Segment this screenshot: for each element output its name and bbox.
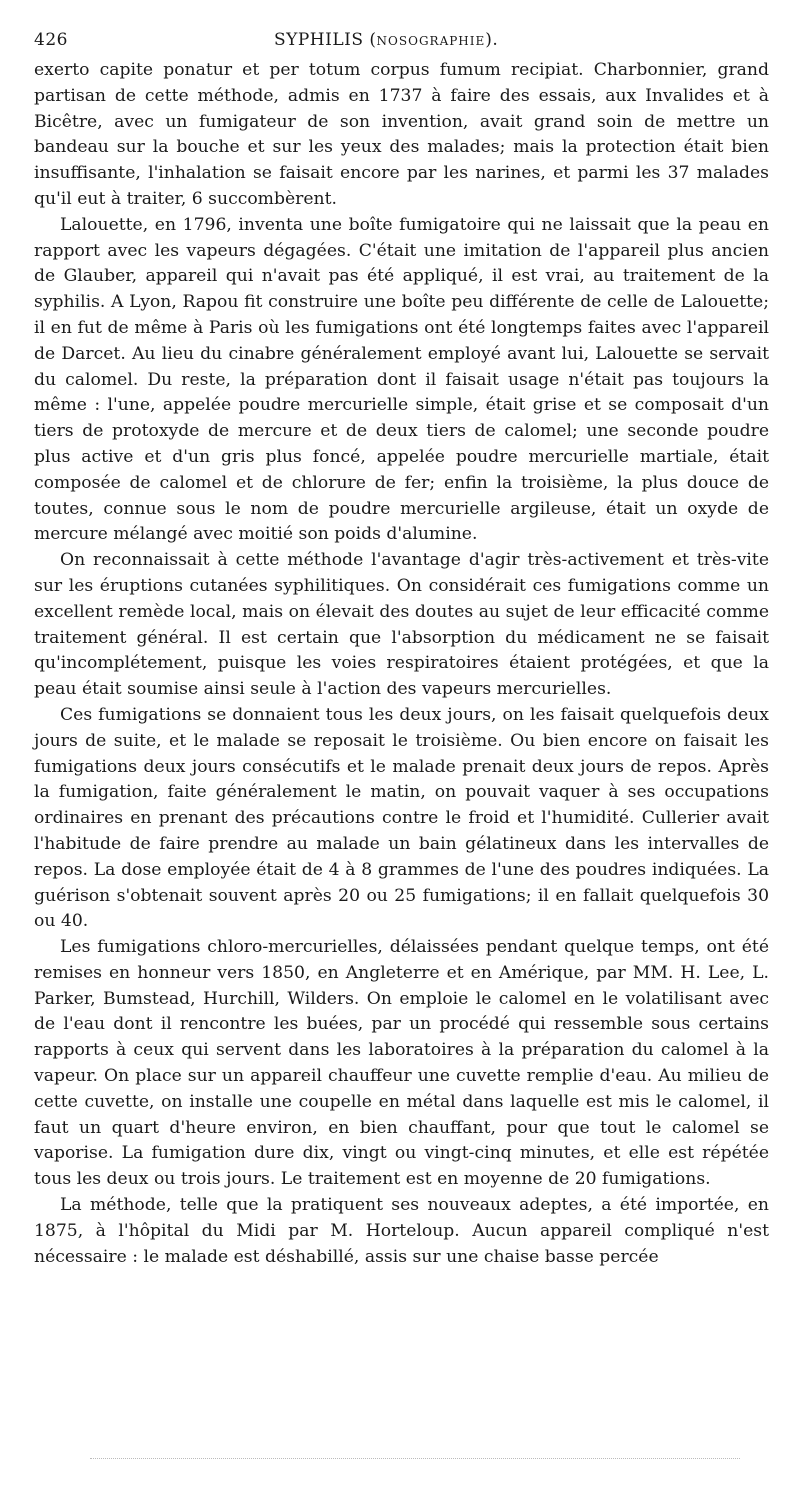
running-title-sub: NOSOGRAPHIE [376, 34, 486, 48]
running-title-main: SYPHILIS ( [274, 30, 377, 50]
body-text [34, 58, 769, 1270]
paragraph-chloro-mercurielles: Les fumigations chloro-mercurielles, délaissées pendant quelque temps, ont été remises en honneur vers 1850, en Angleterre et en Amérique, par MM. H. Lee, L. Parker, Bumstead, Hurchill, Wilders. On emploie le calomel en le volatilisant avec de l'eau dont il rencontre les buées, par un procédé qui ressemble sous certains rapports à ceux qui servent dans les laboratoires à la préparation du calomel à la vapeur. On place sur un appareil chauffeur une cuvette remplie d'eau. Au milieu de cette cuvette, on installe une coupelle en métal dans laquelle est mis le calomel, il faut un quart d'heure environ, en bien chauffant, pour que tout le calomel se vaporise. La fumigation dure dix, vingt ou vingt-cinq minutes, et elle est répétée tous les deux ou trois jours. Le traitement est en moyenne de 20 fumigations. [34, 937, 769, 1190]
running-head [34, 30, 769, 58]
page-number: 426 [34, 30, 68, 50]
paragraph-fumigations: Ces fumigations se donnaient tous les deux jours, on les faisait quelquefois deux jours de suite, et le malade se reposait le troisième. Ou bien encore on faisait les fumigations deux jours consécutifs et le malade prenait deux jours de repos. Après la fumigation, faite généralement le matin, on pouvait vaquer à ses occupations ordinaires en prenant des précautions contre le froid et l'humidité. Cullerier avait l'habitude de faire prendre au malade un bain gélatineux dans les intervalles de repos. La dose employée était de 4 à 8 grammes de l'une des poudres indiquées. La guérison s'obtenait souvent après 20 ou 25 fumigations; il en fallait quelquefois 30 ou 40. [34, 704, 769, 932]
footer-rule [90, 1458, 740, 1459]
paragraph-lalouette: Lalouette, en 1796, inventa une boîte fumigatoire qui ne laissait que la peau en rapport avec les vapeurs dégagées. C'était une imitation de l'appareil plus ancien de Glauber, appareil qui n'avait pas été appliqué, il est vrai, au traitement de la syphilis. A Lyon, Rapou fit construire une boîte peu différente de celle de Lalouette; il en fut de même à Paris où les fumigations ont été longtemps faites avec l'appareil de Darcet. Au lieu du cinabre généralement employé avant lui, Lalouette se servait du calomel. Du reste, la préparation dont il faisait usage n'était pas toujours la même : l'une, appelée poudre mercurielle simple, était grise et se composait d'un tiers de protoxyde de mercure et de deux tiers de calomel; une seconde poudre plus active et d'un gris plus foncé, appelée poudre mercurielle martiale, était composée de calomel et de chlorure de fer; enfin la troisième, la plus douce de toutes, connue sous le nom de poudre mercurielle argileuse, était un oxyde de mercure mélangé avec moitié son poids d'alumine. [34, 214, 769, 545]
paragraph-avantage: On reconnaissait à cette méthode l'avantage d'agir très-activement et très-vite sur les éruptions cutanées syphilitiques. On considérait ces fumigations comme un excellent remède local, mais on élevait des doutes au sujet de leur efficacité comme traitement général. Il est certain que l'absorption du médicament ne se faisait qu'incomplétement, puisque les voies respiratoires étaient protégées, et que la peau était soumise ainsi seule à l'action des vapeurs mercurielles. [34, 550, 769, 700]
paragraph-continuation: exerto capite ponatur et per totum corpus fumum recipiat. Charbonnier, grand partisan de cette méthode, admis en 1737 à faire des essais, aux Invalides et à Bicêtre, avec un fumigateur de son invention, avait grand soin de mettre un bandeau sur la bouche et sur les yeux des malades; mais la protection était bien insuffisante, l'inhalation se faisait encore par les narines, et parmi les 37 malades qu'il eut à traiter, 6 succombèrent. [34, 60, 769, 209]
running-title [274, 30, 498, 50]
paragraph-methode: La méthode, telle que la pratiquent ses nouveaux adeptes, a été importée, en 1875, à l'hôpital du Midi par M. Horteloup. Aucun appareil compliqué n'est nécessaire : le malade est déshabillé, assis sur une chaise basse percée [34, 1195, 769, 1267]
page [34, 30, 769, 1270]
running-title-end: ). [485, 30, 499, 50]
